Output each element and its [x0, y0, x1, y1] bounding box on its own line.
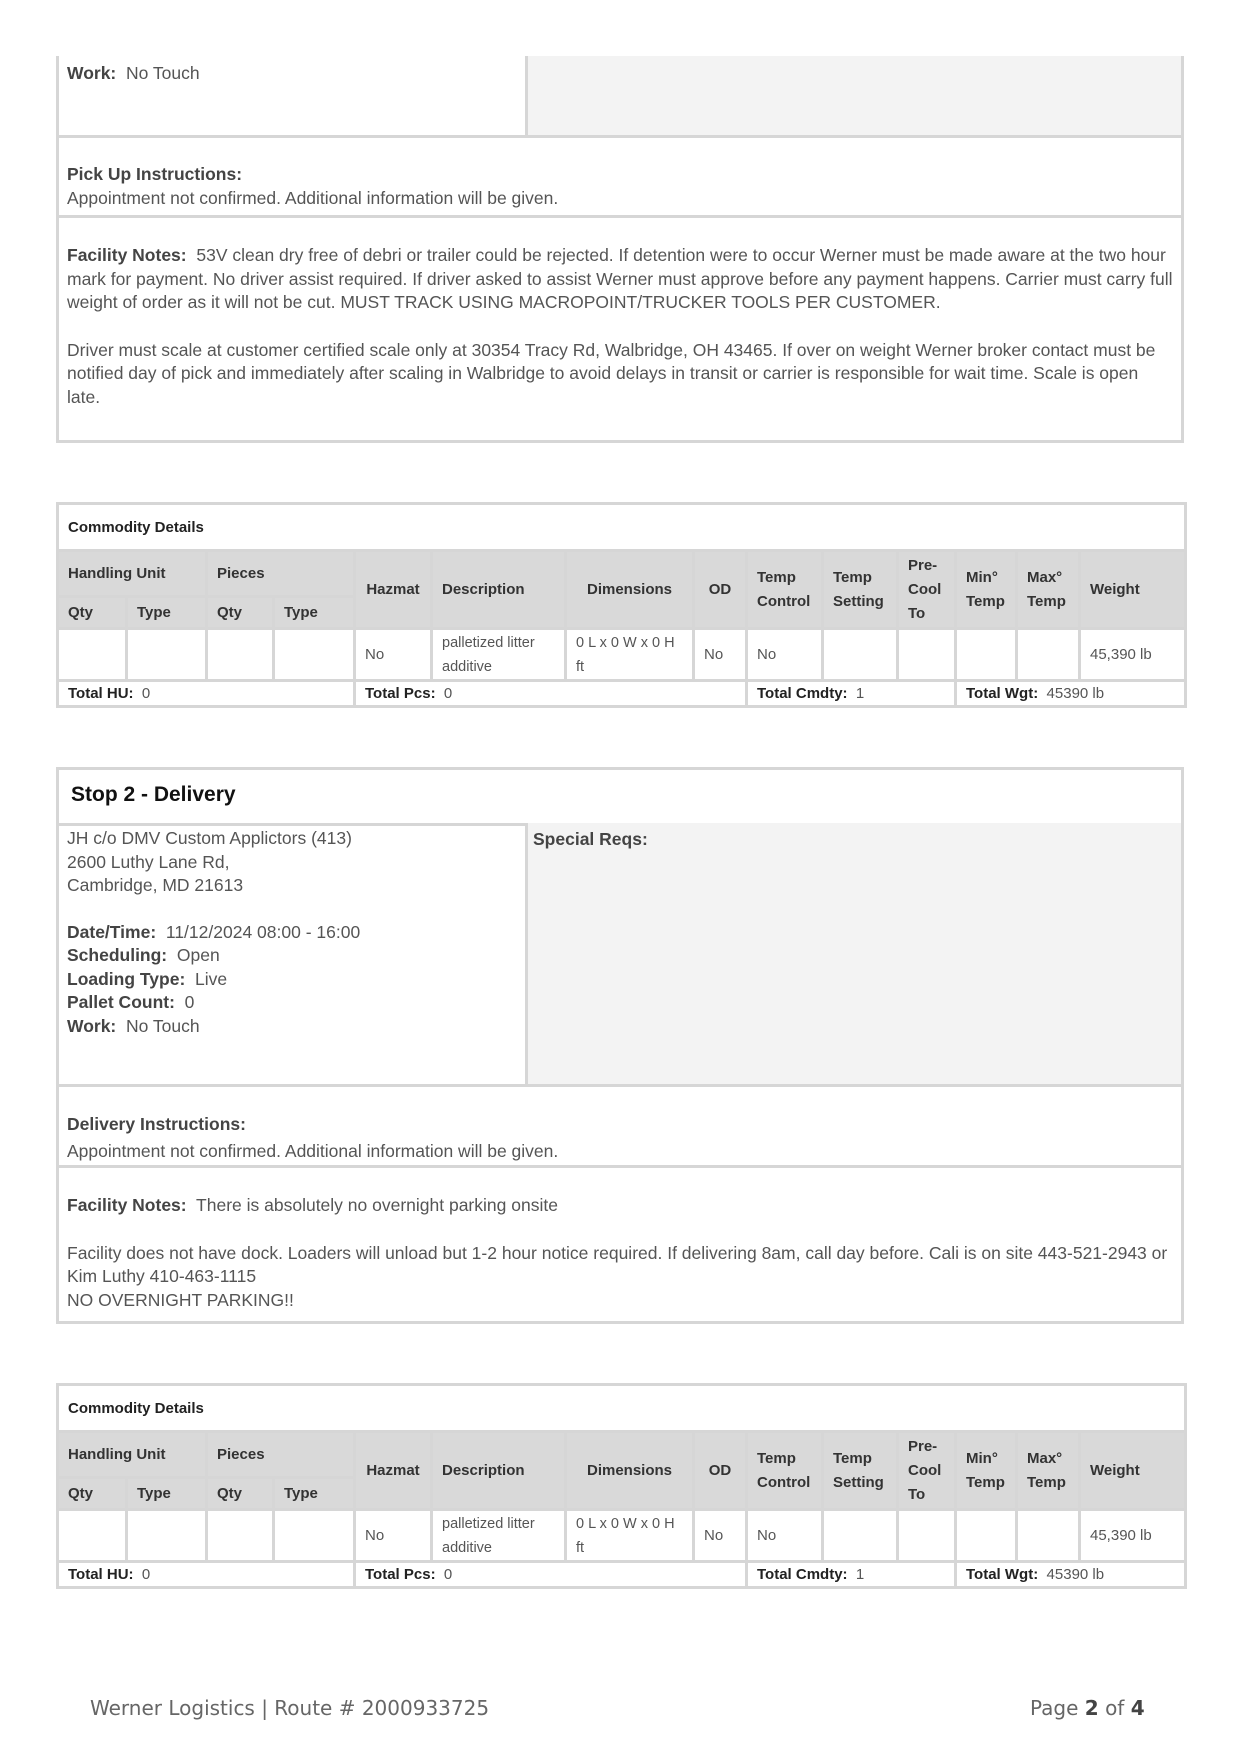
od-header: OD: [694, 1432, 747, 1510]
weight-cell: 45,390 lb: [1080, 1510, 1186, 1562]
total-hu: Total HU: 0: [58, 1562, 355, 1588]
hu-type-header: Type: [127, 597, 207, 629]
temp-control-cell: No: [747, 1510, 823, 1562]
hu-qty-header: Qty: [58, 1478, 127, 1510]
stop1-facility-notes-text2: Driver must scale at customer certified scale only at 30354 Tracy Rd, Walbridge, OH 43465. If over on weight Werner broker contact must be notified day of pick and immediately after scaling in Walbridge to avoid delays in transit or carrier is responsible for wait time. Scale is open late.: [67, 339, 1156, 407]
od-header: OD: [694, 551, 747, 629]
stop1-special-reqs-panel: [525, 56, 1181, 135]
stop2-facility-notes-text3: NO OVERNIGHT PARKING!!: [67, 1289, 294, 1310]
stop2-special-reqs-panel: [525, 823, 1181, 1084]
special-reqs-label: Special Reqs:: [533, 829, 648, 849]
footer-page-number: Page 2 of 4: [1030, 1696, 1145, 1720]
max-temp-header: Max° Temp: [1017, 551, 1080, 629]
total-hu: Total HU: 0: [58, 681, 355, 707]
delivery-instructions-label: Delivery Instructions:: [67, 1114, 246, 1134]
stop2-scheduling: Scheduling: Open: [67, 945, 220, 965]
pickup-instructions-label: Pick Up Instructions:: [67, 164, 243, 184]
commodity-table-2: [56, 1383, 1187, 1589]
commodity-table-1: [56, 502, 1187, 708]
stop2-loading-type: Loading Type: Live: [67, 968, 228, 989]
commodity-details-title: Commodity Details: [58, 504, 1186, 551]
stop2-datetime: Date/Time: 11/12/2024 08:00 - 16:00: [67, 921, 361, 942]
min-temp-header: Min° Temp: [956, 1432, 1017, 1510]
stop1-work-line: [67, 62, 200, 86]
stop2-address-line2: Cambridge, MD 21613: [67, 875, 244, 895]
pcs-type-header: Type: [274, 597, 355, 629]
dimensions-header: Dimensions: [566, 1432, 694, 1510]
stop1-work-value: No Touch: [126, 63, 200, 83]
delivery-instructions-text: Appointment not confirmed. Additional information will be given.: [67, 1140, 559, 1161]
stop2-facility-notes-text: There is absolutely no overnight parking onsite: [196, 1195, 558, 1215]
hazmat-header: Hazmat: [355, 551, 432, 629]
weight-cell: 45,390 lb: [1080, 629, 1186, 681]
hazmat-cell: No: [355, 629, 432, 681]
hu-type-header: Type: [127, 1478, 207, 1510]
description-header: Description: [432, 1432, 566, 1510]
pcs-type-header: Type: [274, 1478, 355, 1510]
stop2-facility-notes-text2: Facility does not have dock. Loaders will unload but 1-2 hour notice required. If delivering 8am, call day before. Cali is on site 443-521-2943 or Kim Luthy 410-463-1115: [67, 1242, 1168, 1286]
table-row: [58, 1510, 1186, 1562]
pcs-qty-header: Qty: [207, 1478, 274, 1510]
description-header: Description: [432, 551, 566, 629]
od-cell: No: [694, 629, 747, 681]
stop1-facility-notes-label: Facility Notes:: [67, 245, 187, 265]
table-row: [58, 629, 1186, 681]
temp-control-cell: No: [747, 629, 823, 681]
total-wgt: Total Wgt: 45390 lb: [956, 681, 1186, 707]
stop1-facility-notes-text: 53V clean dry free of debri or trailer could be rejected. If detention were to occur Werner must be made aware at the two hour mark for payment. No driver assist required. If driver asked to assist Werner must approve before any payment happens. Carrier must carry full weight of order as it will not be cut. MUST TRACK USING MACROPOINT/TRUCKER TOOLS PER CUSTOMER.: [67, 245, 1173, 312]
temp-setting-header: Temp Setting: [823, 551, 898, 629]
total-pcs: Total Pcs: 0: [355, 1562, 747, 1588]
stop2-facility-name: JH c/o DMV Custom Applictors (413): [67, 828, 352, 848]
hu-qty-header: Qty: [58, 597, 127, 629]
description-cell: palletized litter additive: [432, 629, 566, 681]
stop2-address-block: [67, 827, 517, 1038]
stop2-address-line1: 2600 Luthy Lane Rd,: [67, 851, 230, 872]
precool-header: Pre- Cool To: [898, 551, 956, 629]
footer-route: Werner Logistics | Route # 2000933725: [90, 1696, 490, 1720]
dimensions-cell: 0 L x 0 W x 0 H ft: [566, 629, 694, 681]
totals-row: [58, 1562, 1186, 1588]
od-cell: No: [694, 1510, 747, 1562]
weight-header: Weight: [1080, 551, 1186, 629]
total-cmdty: Total Cmdty: 1: [747, 681, 956, 707]
stop2-facility-notes: [67, 1194, 1173, 1218]
pcs-qty-header: Qty: [207, 597, 274, 629]
hazmat-header: Hazmat: [355, 1432, 432, 1510]
total-wgt: Total Wgt: 45390 lb: [956, 1562, 1186, 1588]
max-temp-header: Max° Temp: [1017, 1432, 1080, 1510]
temp-control-header: Temp Control: [747, 551, 823, 629]
pieces-header: Pieces: [207, 1432, 355, 1478]
precool-header: Pre- Cool To: [898, 1432, 956, 1510]
total-pcs: Total Pcs: 0: [355, 681, 747, 707]
handling-unit-header: Handling Unit: [58, 551, 207, 597]
min-temp-header: Min° Temp: [956, 551, 1017, 629]
stop2-work: Work: No Touch: [67, 1015, 200, 1036]
dimensions-header: Dimensions: [566, 551, 694, 629]
dimensions-cell: 0 L x 0 W x 0 H ft: [566, 1510, 694, 1562]
commodity-details-title: Commodity Details: [58, 1385, 1186, 1432]
weight-header: Weight: [1080, 1432, 1186, 1510]
stop2-title: Stop 2 - Delivery: [71, 783, 236, 806]
total-cmdty: Total Cmdty: 1: [747, 1562, 956, 1588]
stop1-work-label: Work:: [67, 63, 117, 83]
handling-unit-header: Handling Unit: [58, 1432, 207, 1478]
pickup-instructions-text: Appointment not confirmed. Additional information will be given.: [67, 187, 559, 208]
pieces-header: Pieces: [207, 551, 355, 597]
description-cell: palletized litter additive: [432, 1510, 566, 1562]
stop2-pallet-count: Pallet Count: 0: [67, 992, 195, 1012]
totals-row: [58, 681, 1186, 707]
stop2-facility-notes-label: Facility Notes:: [67, 1195, 187, 1215]
hazmat-cell: No: [355, 1510, 432, 1562]
temp-setting-header: Temp Setting: [823, 1432, 898, 1510]
temp-control-header: Temp Control: [747, 1432, 823, 1510]
stop1-facility-notes: [67, 244, 1173, 315]
